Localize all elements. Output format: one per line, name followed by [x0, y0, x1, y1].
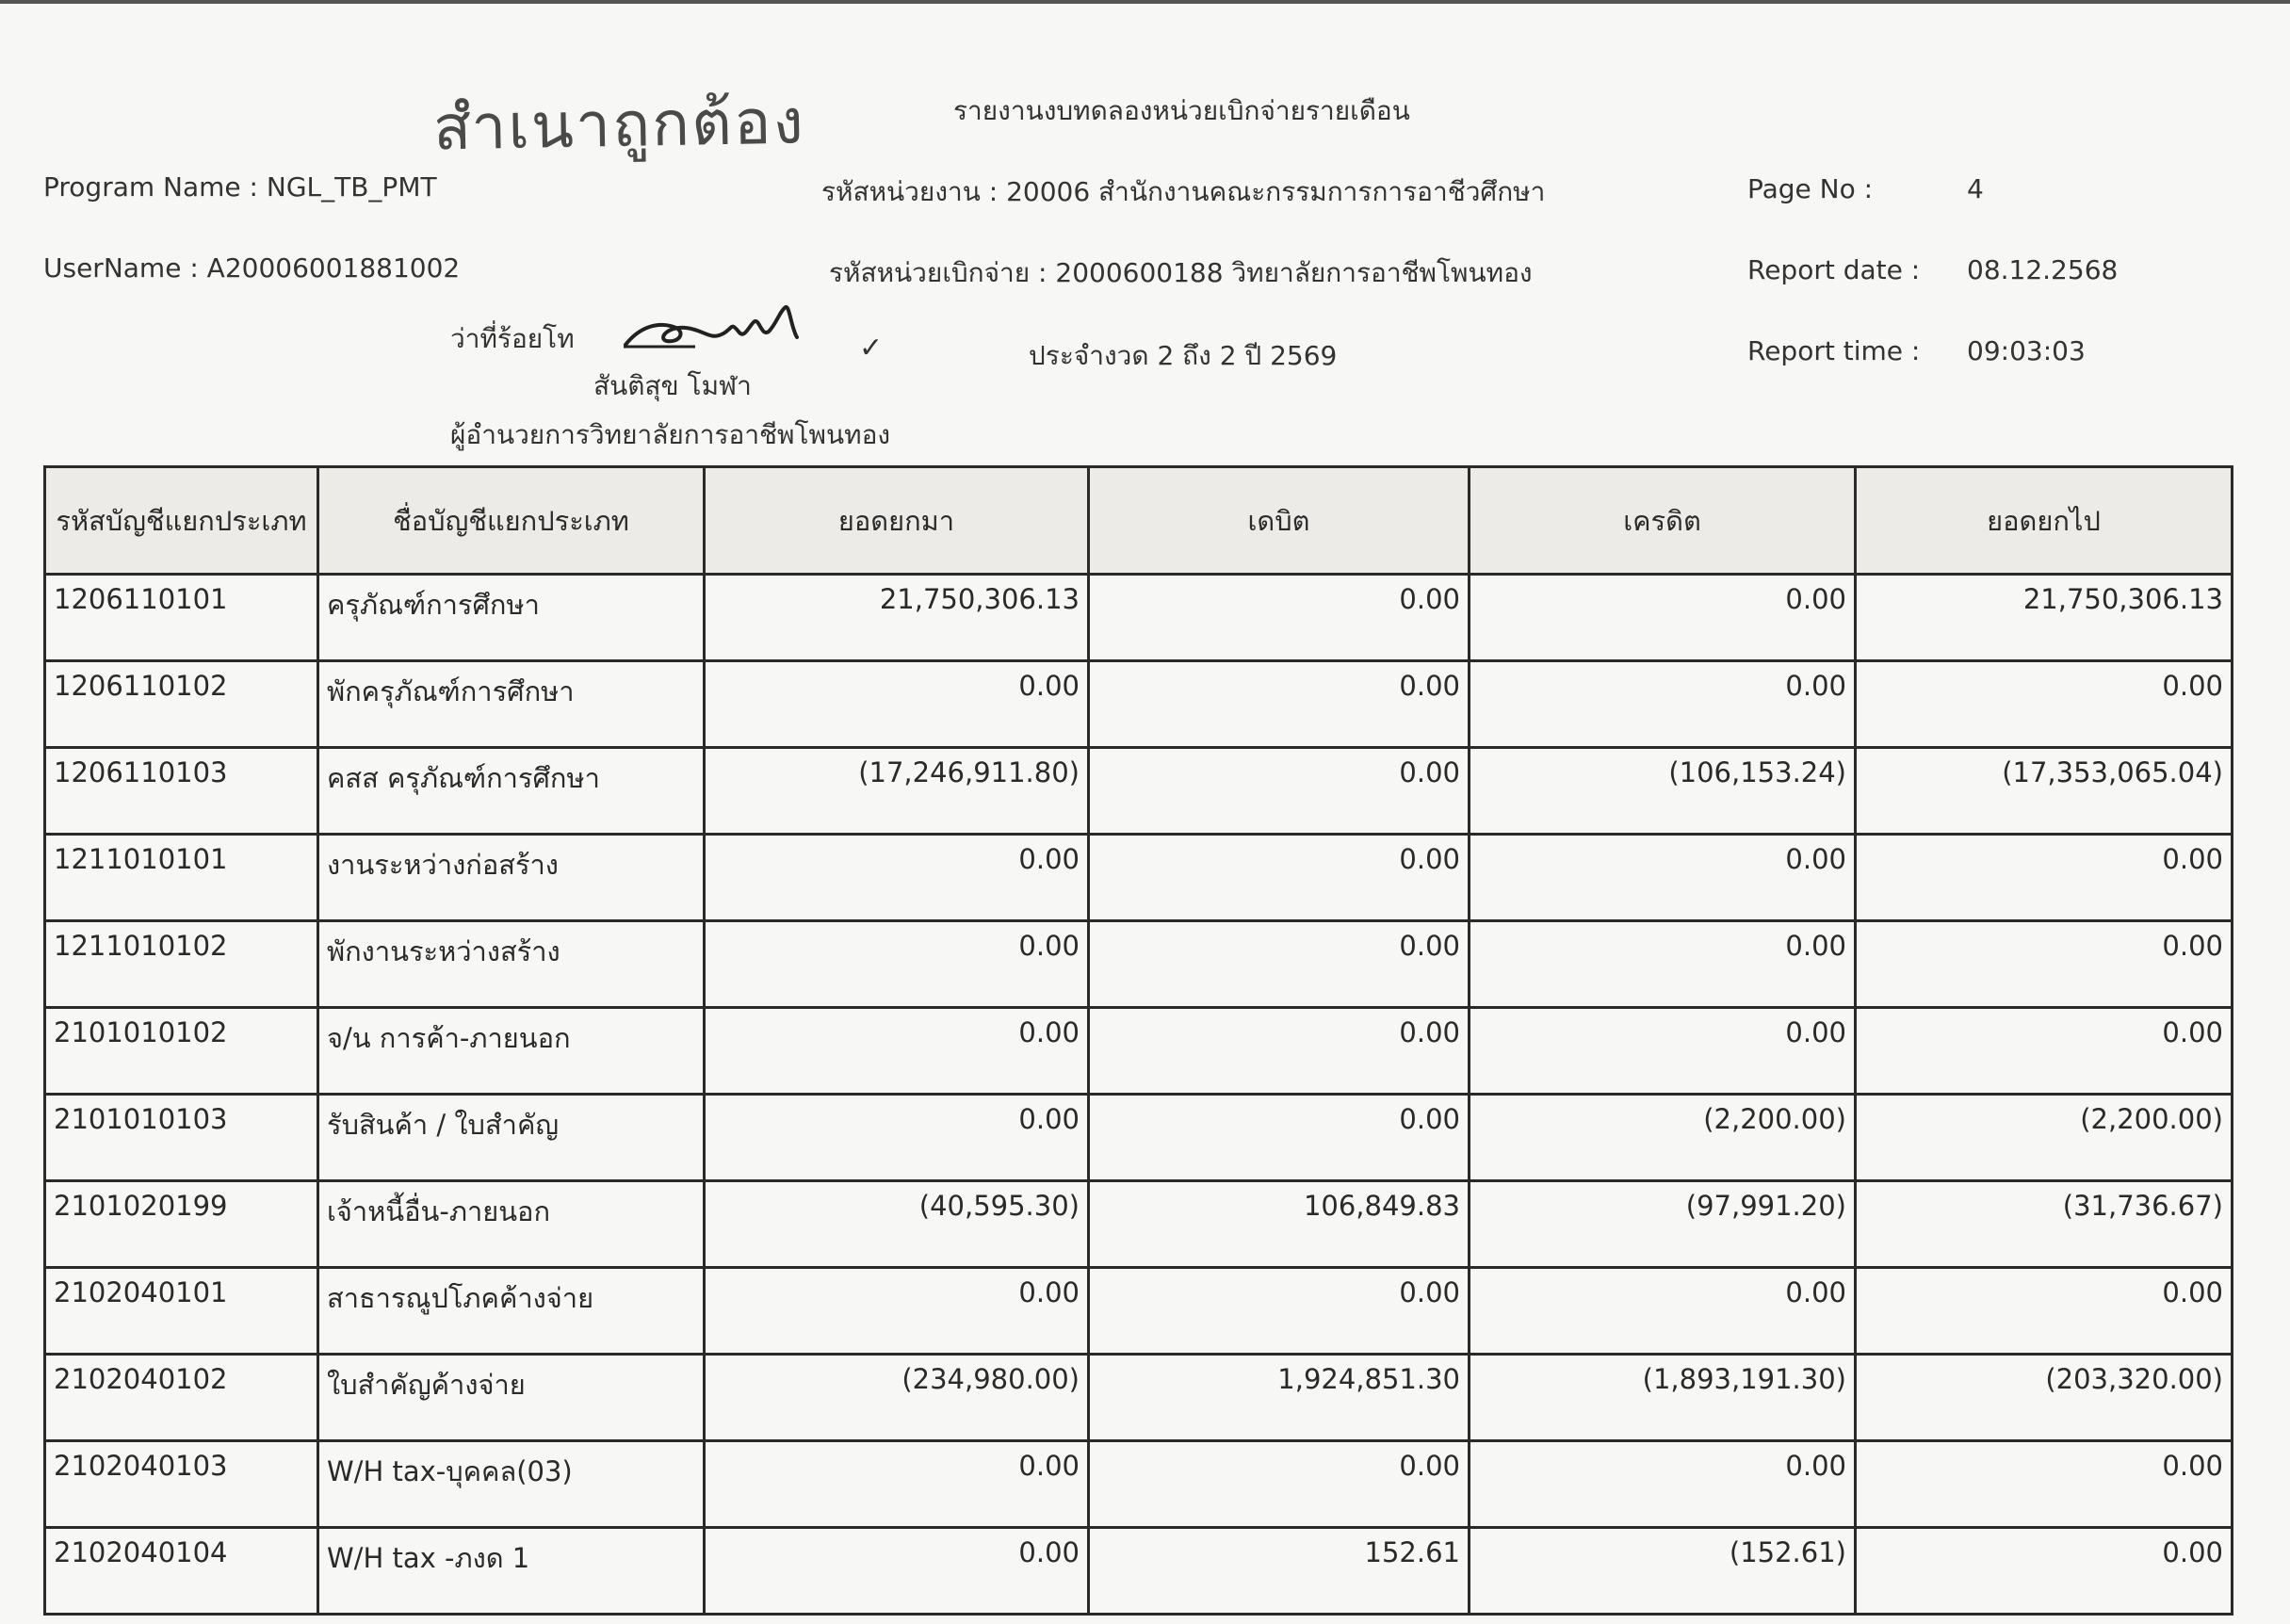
cell-debit: 0.00 — [1089, 575, 1470, 661]
cell-account-code: 2102040101 — [45, 1268, 318, 1355]
table-row — [45, 575, 2233, 661]
user-name: UserName : A20006001881002 — [43, 252, 461, 284]
cell-debit: 1,924,851.30 — [1089, 1355, 1470, 1441]
table-row — [45, 1008, 2233, 1095]
cell-credit: 0.00 — [1470, 575, 1856, 661]
cell-brought-forward: 0.00 — [705, 1528, 1089, 1615]
table-header-row — [45, 467, 2233, 575]
cell-account-name: W/H tax-บุคคล(03) — [318, 1441, 705, 1528]
cell-credit: 0.00 — [1470, 1268, 1856, 1355]
cell-credit: 0.00 — [1470, 661, 1856, 748]
cell-account-code: 1206110102 — [45, 661, 318, 748]
cell-account-name: รับสินค้า / ใบสำคัญ — [318, 1095, 705, 1181]
table-row — [45, 1095, 2233, 1181]
table-row — [45, 661, 2233, 748]
certifier-rank: ว่าที่ร้อยโท — [450, 323, 575, 354]
agency-code: รหัสหน่วยงาน : 20006 สำนักงานคณะกรรมการการอาชีวศึกษา — [821, 176, 1546, 207]
report-date-value: 08.12.2568 — [1967, 254, 2119, 285]
cell-account-code: 2101020199 — [45, 1181, 318, 1268]
table-row — [45, 1355, 2233, 1441]
page-no-value: 4 — [1967, 173, 1984, 204]
report-time-label: Report time : — [1747, 335, 1921, 366]
cell-account-code: 2101010102 — [45, 1008, 318, 1095]
cell-carried-forward: 21,750,306.13 — [1856, 575, 2233, 661]
cell-brought-forward: 0.00 — [705, 1441, 1089, 1528]
cell-account-name: เจ้าหนี้อื่น-ภายนอก — [318, 1181, 705, 1268]
cell-credit: 0.00 — [1470, 1008, 1856, 1095]
cell-account-name: ครุภัณฑ์การศึกษา — [318, 575, 705, 661]
report-time-value: 09:03:03 — [1967, 335, 2086, 366]
disbursement-unit: รหัสหน่วยเบิกจ่าย : 2000600188 วิทยาลัยการอาชีพโพนทอง — [829, 257, 1533, 288]
cell-account-code: 1206110103 — [45, 748, 318, 835]
cell-credit: (2,200.00) — [1470, 1095, 1856, 1181]
scan-edge — [0, 0, 2290, 4]
certifier-position: ผู้อำนวยการวิทยาลัยการอาชีพโพนทอง — [450, 419, 891, 450]
cell-account-name: คสส ครุภัณฑ์การศึกษา — [318, 748, 705, 835]
cell-debit: 0.00 — [1089, 921, 1470, 1008]
report-period: ประจำงวด 2 ถึง 2 ปี 2569 — [1029, 340, 1338, 371]
cell-account-name: จ/น การค้า-ภายนอก — [318, 1008, 705, 1095]
cell-account-name: W/H tax -ภงด 1 — [318, 1528, 705, 1615]
column-header-credit: เครดิต — [1470, 467, 1856, 575]
cell-carried-forward: 0.00 — [1856, 921, 2233, 1008]
cell-debit: 0.00 — [1089, 1095, 1470, 1181]
cell-credit: (97,991.20) — [1470, 1181, 1856, 1268]
cell-debit: 0.00 — [1089, 661, 1470, 748]
cell-debit: 0.00 — [1089, 1008, 1470, 1095]
certifier-name: สันติสุข โมฬา — [593, 370, 752, 401]
cell-carried-forward: (31,736.67) — [1856, 1181, 2233, 1268]
cell-carried-forward: 0.00 — [1856, 1441, 2233, 1528]
cell-debit: 152.61 — [1089, 1528, 1470, 1615]
cell-carried-forward: 0.00 — [1856, 1268, 2233, 1355]
signature-mark — [620, 300, 808, 356]
column-header-debit: เดบิต — [1089, 467, 1470, 575]
cell-debit: 0.00 — [1089, 1441, 1470, 1528]
column-header-account-code: รหัสบัญชีแยกประเภท — [45, 467, 318, 575]
cell-brought-forward: (234,980.00) — [705, 1355, 1089, 1441]
cell-brought-forward: 0.00 — [705, 1008, 1089, 1095]
program-name: Program Name : NGL_TB_PMT — [43, 171, 437, 203]
cell-credit: 0.00 — [1470, 1441, 1856, 1528]
report-title: รายงานงบทดลองหน่วยเบิกจ่ายรายเดือน — [953, 95, 1410, 126]
cell-carried-forward: 0.00 — [1856, 661, 2233, 748]
cell-account-code: 1206110101 — [45, 575, 318, 661]
table-row — [45, 921, 2233, 1008]
cell-carried-forward: 0.00 — [1856, 1008, 2233, 1095]
table-row — [45, 1268, 2233, 1355]
cell-account-name: พักงานระหว่างสร้าง — [318, 921, 705, 1008]
cell-account-code: 2102040102 — [45, 1355, 318, 1441]
cell-carried-forward: 0.00 — [1856, 1528, 2233, 1615]
table-row — [45, 748, 2233, 835]
cell-credit: (1,893,191.30) — [1470, 1355, 1856, 1441]
cell-account-name: สาธารณูปโภคค้างจ่าย — [318, 1268, 705, 1355]
cell-carried-forward: 0.00 — [1856, 835, 2233, 921]
cell-brought-forward: 21,750,306.13 — [705, 575, 1089, 661]
cell-carried-forward: (2,200.00) — [1856, 1095, 2233, 1181]
report-date-label: Report date : — [1747, 254, 1921, 285]
check-mark: ✓ — [859, 332, 884, 365]
cell-account-name: ใบสำคัญค้างจ่าย — [318, 1355, 705, 1441]
cell-credit: (106,153.24) — [1470, 748, 1856, 835]
table-row — [45, 1441, 2233, 1528]
cell-carried-forward: (203,320.00) — [1856, 1355, 2233, 1441]
table-row — [45, 835, 2233, 921]
cell-account-name: งานระหว่างก่อสร้าง — [318, 835, 705, 921]
cell-debit: 0.00 — [1089, 748, 1470, 835]
cell-account-code: 1211010101 — [45, 835, 318, 921]
cell-brought-forward: (17,246,911.80) — [705, 748, 1089, 835]
cell-account-name: พักครุภัณฑ์การศึกษา — [318, 661, 705, 748]
cell-account-code: 2101010103 — [45, 1095, 318, 1181]
column-header-brought-forward: ยอดยกมา — [705, 467, 1089, 575]
table-row — [45, 1181, 2233, 1268]
cell-credit: 0.00 — [1470, 835, 1856, 921]
trial-balance-table — [43, 465, 2233, 1616]
cell-carried-forward: (17,353,065.04) — [1856, 748, 2233, 835]
cell-credit: (152.61) — [1470, 1528, 1856, 1615]
page-no-label: Page No : — [1747, 173, 1874, 204]
cell-brought-forward: 0.00 — [705, 1095, 1089, 1181]
table-row — [45, 1528, 2233, 1615]
cell-brought-forward: 0.00 — [705, 921, 1089, 1008]
cell-account-code: 2102040104 — [45, 1528, 318, 1615]
cell-brought-forward: 0.00 — [705, 835, 1089, 921]
cell-debit: 0.00 — [1089, 1268, 1470, 1355]
cell-account-code: 1211010102 — [45, 921, 318, 1008]
cell-account-code: 2102040103 — [45, 1441, 318, 1528]
certified-copy-stamp: สำเนาถูกต้อง — [432, 85, 806, 165]
column-header-account-name: ชื่อบัญชีแยกประเภท — [318, 467, 705, 575]
cell-debit: 106,849.83 — [1089, 1181, 1470, 1268]
cell-brought-forward: 0.00 — [705, 661, 1089, 748]
cell-brought-forward: (40,595.30) — [705, 1181, 1089, 1268]
cell-brought-forward: 0.00 — [705, 1268, 1089, 1355]
cell-debit: 0.00 — [1089, 835, 1470, 921]
cell-credit: 0.00 — [1470, 921, 1856, 1008]
column-header-carried-forward: ยอดยกไป — [1856, 467, 2233, 575]
